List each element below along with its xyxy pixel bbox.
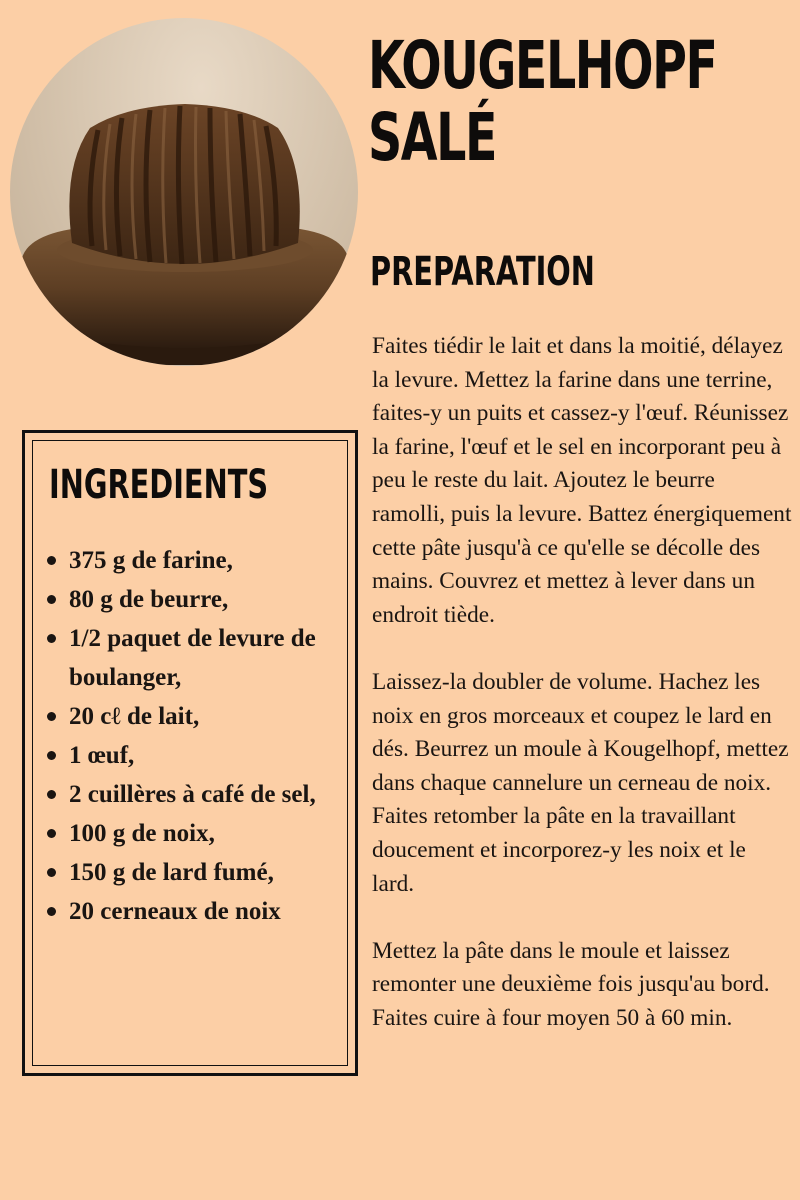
preparation-paragraph: Laissez-la doubler de volume. Hachez les noix en gros morceaux et coupez le lard en dés. Beurrez un moule à Kougelhopf, mettez dans chaque cannelure un cerneau de noix. Faites retomber la pâte en la travaillant doucement et incorporez-y les noix et le lard.: [372, 668, 789, 897]
preparation-paragraph: Faites tiédir le lait et dans la moitié, délayez la levure. Mettez la farine dans une terrine, faites-y un puits et cassez-y l'œuf. Réunissez la farine, l'œuf et le sel en incorporant peu à peu le reste du lait. Ajoutez le beurre ramolli, puis la levure. Battez énergiquement cette pâte jusqu'à ce qu'elle se décolle des mains. Couvrez et mettez à lever dans un endroit tiède.: [372, 333, 792, 628]
ingredient-item: 1 œuf,: [69, 736, 359, 775]
ingredient-item: 100 g de noix,: [69, 814, 359, 853]
kougelhopf-photo: [10, 18, 358, 366]
ingredient-item: 20 cℓ de lait,: [69, 697, 359, 736]
ingredient-item: 2 cuillères à café de sel,: [69, 775, 359, 814]
ingredient-item: 80 g de beurre,: [69, 580, 359, 619]
ingredient-item: 1/2 paquet de levure de boulanger,: [69, 619, 359, 697]
ingredients-box: [22, 430, 358, 1076]
preparation-heading: PREPARATION: [370, 249, 595, 295]
preparation-paragraph: Mettez la pâte dans le moule et laissez remonter une deuxième fois jusqu'au bord. Faites cuire à four moyen 50 à 60 min.: [372, 937, 770, 1031]
title-line-2: SALÉ: [368, 99, 496, 176]
ingredients-heading: INGREDIENTS: [49, 462, 269, 508]
ingredient-item: 375 g de farine,: [69, 541, 359, 580]
preparation-text: [372, 330, 792, 1069]
ingredient-item: 150 g de lard fumé,: [69, 853, 359, 892]
title-line-1: KOUGELHOPF: [368, 27, 717, 104]
recipe-title: [368, 27, 717, 176]
ingredient-item: 20 cerneaux de noix: [69, 892, 359, 931]
ingredients-list: [69, 541, 359, 931]
